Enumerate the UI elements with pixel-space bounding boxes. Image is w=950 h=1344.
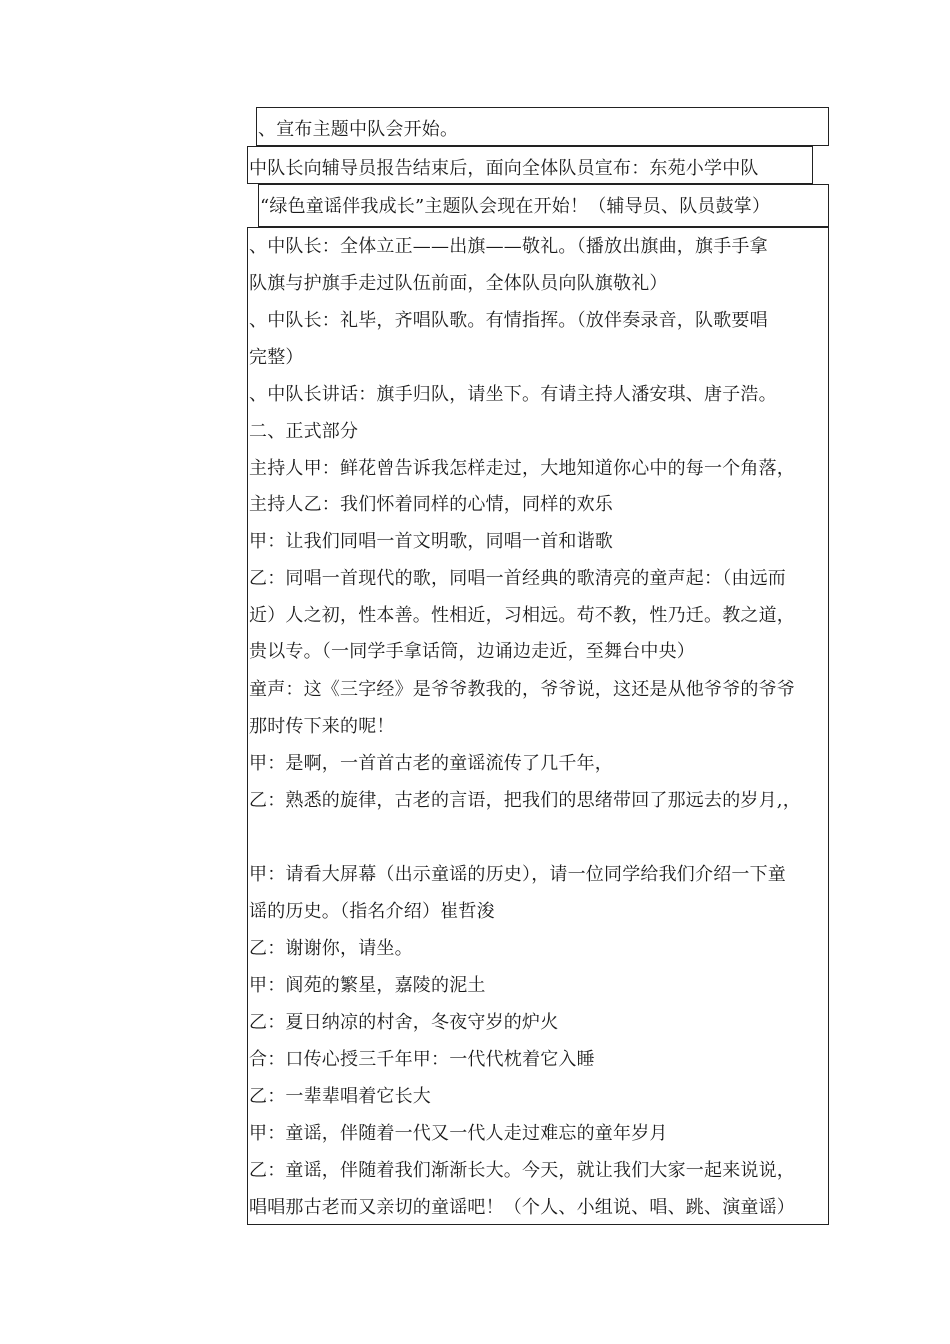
- body-line: 、中队长讲话：旗手归队，请坐下。有请主持人潘安琪、唐子浩。: [249, 384, 777, 405]
- body-line: 主持人甲：鲜花曾告诉我怎样走过，大地知道你心中的每一个角落，: [249, 458, 795, 479]
- body-line: 贵以专。（一同学手拿话筒，边诵边走近，至舞台中央）: [249, 641, 695, 662]
- body-line: 、中队长：全体立正——出旗——敬礼。（播放出旗曲，旗手手拿: [249, 236, 768, 257]
- body-line: 唱唱那古老而又亲切的童谣吧！（个人、小组说、唱、跳、演童谣）: [249, 1197, 795, 1218]
- body-line: 完整）: [249, 347, 304, 368]
- body-line: 甲：是啊，一首首古老的童谣流传了几千年，: [249, 753, 613, 774]
- body-line: 乙：谢谢你，请坐。: [249, 938, 413, 959]
- body-line: 近）人之初，性本善。性相近，习相远。苟不教，性乃迁。教之道，: [249, 605, 795, 626]
- body-line: 那时传下来的呢！: [249, 716, 395, 737]
- body-line: 甲：让我们同唱一首文明歌，同唱一首和谐歌: [249, 531, 613, 552]
- body-line: 谣的历史。（指名介绍）崔哲浚: [249, 901, 495, 922]
- body-line: 乙：同唱一首现代的歌，同唱一首经典的歌清亮的童声起：（由远而: [249, 568, 786, 589]
- body-line: 童声：这《三字经》是爷爷教我的，爷爷说，这还是从他爷爷的爷爷: [249, 679, 795, 700]
- body-line: 乙：夏日纳凉的村舍，冬夜守岁的炉火: [249, 1012, 559, 1033]
- body-line: 甲：阆苑的繁星，嘉陵的泥土: [249, 975, 486, 996]
- body-line: 二、正式部分: [249, 421, 359, 442]
- body-line: 乙：童谣，伴随着我们渐渐长大。今天，就让我们大家一起来说说，: [249, 1160, 795, 1181]
- body-line: 队旗与护旗手走过队伍前面，全体队员向队旗敬礼）: [249, 273, 668, 294]
- body-line: 乙：一辈辈唱着它长大: [249, 1086, 431, 1107]
- body-line: 主持人乙：我们怀着同样的心情，同样的欢乐: [249, 494, 613, 515]
- header-line-1: 、宣布主题中队会开始。: [258, 119, 459, 140]
- body-line: 甲：童谣，伴随着一代又一代人走过难忘的童年岁月: [249, 1123, 668, 1144]
- body-line: 、中队长：礼毕，齐唱队歌。有情指挥。（放伴奏录音，队歌要唱: [249, 310, 768, 331]
- header-line-3: “绿色童谣伴我成长”主题队会现在开始！（辅导员、队员鼓掌）: [260, 196, 771, 217]
- body-line: 乙：熟悉的旋律，古老的言语，把我们的思绪带回了那远去的岁月,，: [249, 790, 801, 811]
- body-line: 合：口传心授三千年甲：一代代枕着它入睡: [249, 1049, 595, 1070]
- body-line: 甲：请看大屏幕（出示童谣的历史），请一位同学给我们介绍一下童: [249, 864, 786, 885]
- header-line-2: 中队长向辅导员报告结束后，面向全体队员宣布：东苑小学中队: [249, 158, 759, 179]
